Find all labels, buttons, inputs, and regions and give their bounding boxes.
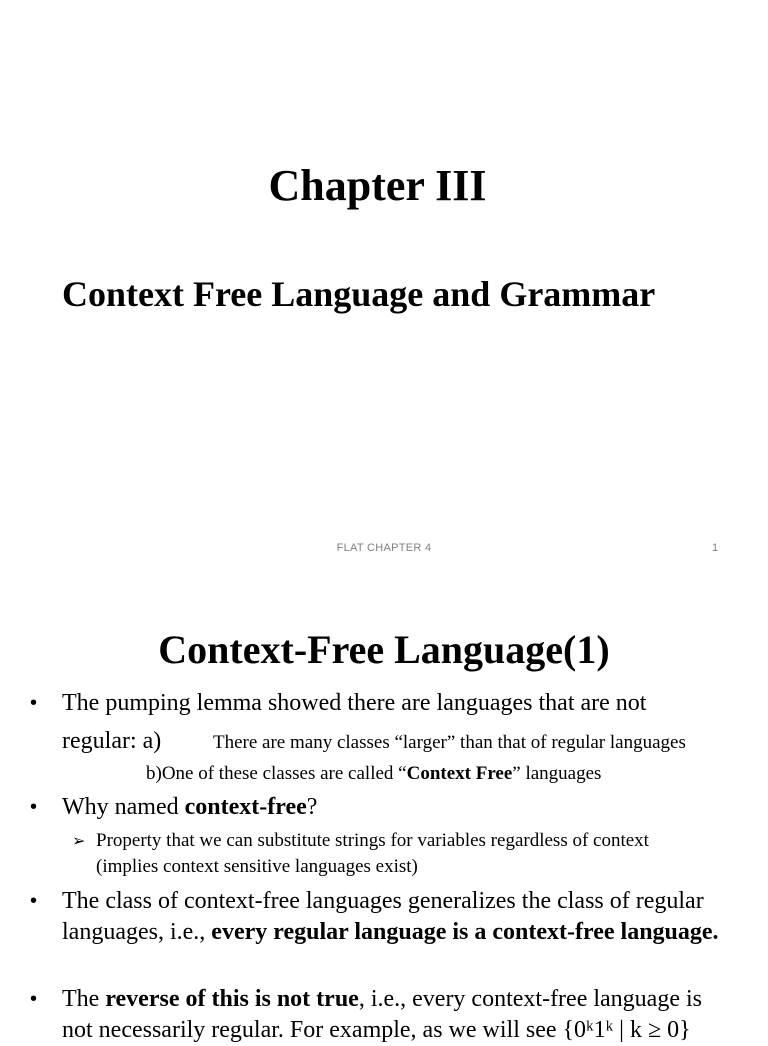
chapter-title: Chapter III: [268, 161, 487, 210]
sub-item-text: There are many classes “larger” than that of regular languages: [213, 732, 686, 753]
bullet-text: regular: a): [62, 728, 162, 754]
sub-item-a: [213, 730, 686, 756]
slide-title: Context-Free Language(1): [158, 627, 610, 672]
bullet-icon: •: [30, 890, 38, 912]
bullet-icon: •: [30, 692, 38, 714]
bullet-icon: •: [30, 796, 38, 818]
sub-bullet-property: [74, 828, 744, 880]
bullet-pumping-lemma: [30, 688, 752, 719]
arrow-bullet-icon: ➢: [72, 831, 86, 850]
slide-2: [0, 576, 768, 1043]
bullet-text: ?: [306, 794, 318, 820]
chapter-subtitle: Context Free Language and Grammar: [62, 274, 656, 314]
bullet-text: , i.e., every context-free language is: [358, 986, 702, 1012]
sub-bullet-text: Property that we can substitute strings for variables regardless of context: [96, 830, 649, 851]
emphasis-text: context-free: [184, 794, 307, 820]
bullet-text: The class of context-free languages generalizes the class of regular languages, i.e.,: [62, 888, 704, 945]
bullet-icon: •: [30, 988, 38, 1010]
bullet-text: The pumping lemma showed there are languages that are not: [62, 690, 647, 716]
bullet-class-generalizes: [30, 886, 752, 948]
slide-page-number: 1: [712, 542, 719, 554]
bullet-text: Why named: [62, 794, 185, 820]
emphasis-text: every regular language is a context-free language.: [211, 919, 719, 945]
slide-footer: FLAT CHAPTER 4: [336, 542, 432, 554]
bullet-text-cutoff: not necessarily regular. For example, as we will see {0ᵏ1ᵏ | k ≥ 0}: [62, 1017, 691, 1043]
sub-item-b: [146, 761, 601, 787]
bullet-why-named: [30, 792, 752, 823]
sub-item-label: b): [146, 763, 162, 784]
sub-item-text: ” languages: [512, 763, 602, 784]
bullet-reverse-not-true: [30, 984, 752, 1046]
emphasis-text: Context Free: [406, 763, 513, 784]
bullet-text: The: [62, 986, 106, 1012]
sub-item-text: One of these classes are called “: [161, 763, 407, 784]
sub-bullet-text: (implies context sensitive languages exist): [96, 856, 418, 877]
emphasis-text: reverse of this is not true: [105, 986, 359, 1012]
